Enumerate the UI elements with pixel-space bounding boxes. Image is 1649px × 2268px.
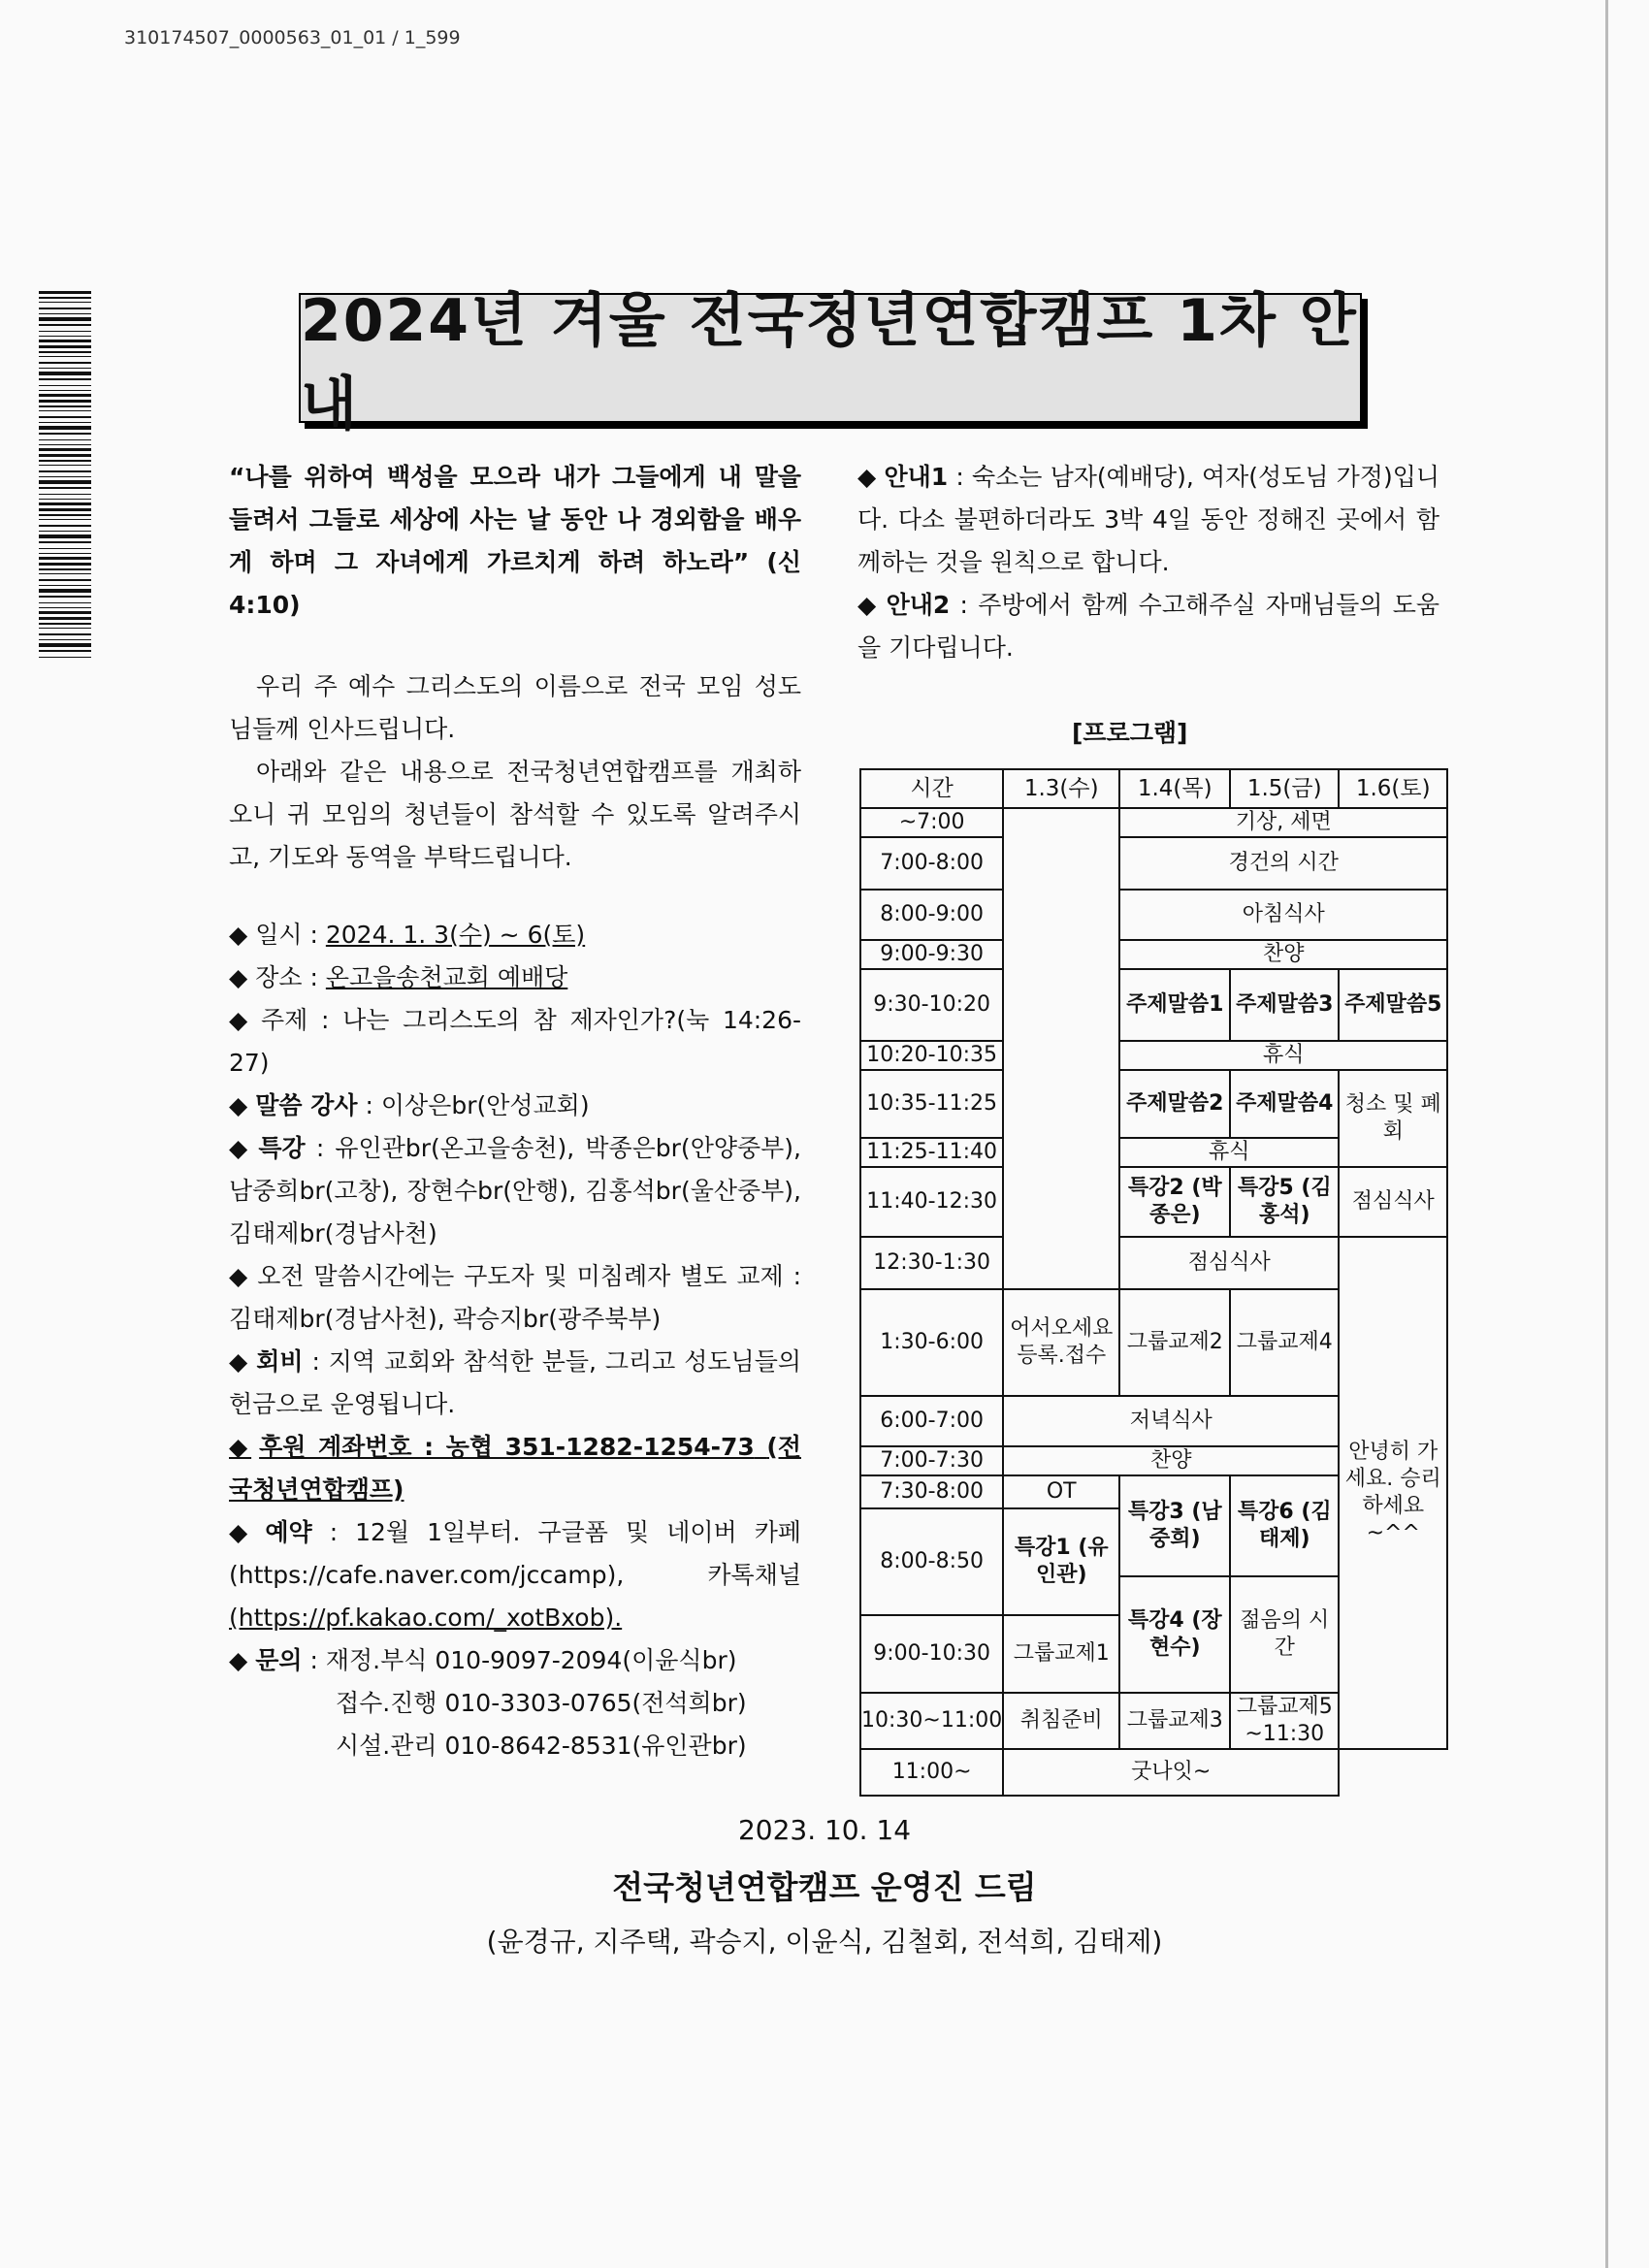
cell-welcome: 어서오세요 등록.접수 xyxy=(1003,1289,1119,1396)
info-date: ◆ 일시 : 2024. 1. 3(수) ~ 6(토) xyxy=(229,921,586,949)
cell-group5: 그룹교제5 ~11:30 xyxy=(1230,1693,1339,1749)
cell-lec5: 특강5 (김홍석) xyxy=(1230,1167,1339,1237)
kakao-link[interactable]: (https://pf.kakao.com/_xotBxob). xyxy=(229,1604,623,1632)
header-day-2: 1.4(목) xyxy=(1119,769,1230,808)
cell-msg3: 주제말씀3 xyxy=(1230,969,1339,1041)
diamond-bullet-icon: ◆ xyxy=(229,1347,249,1376)
table-row xyxy=(860,837,1447,890)
greeting-paragraph: 아래와 같은 내용으로 전국청년연합캠프를 개최하오니 귀 모임의 청년들이 참석할 수 있도록 알려주시고, 기도와 동역을 부탁드립니다. xyxy=(229,758,801,871)
greeting xyxy=(229,665,801,879)
program-schedule-table xyxy=(859,768,1448,1797)
time-cell: 10:35-11:25 xyxy=(860,1070,1003,1138)
page-title: 2024년 겨울 전국청년연합캠프 1차 안내 xyxy=(299,293,1362,423)
cell-prep: 취침준비 xyxy=(1003,1693,1119,1749)
cell-msg2: 주제말씀2 xyxy=(1119,1070,1230,1138)
cell-breakfast: 아침식사 xyxy=(1119,890,1447,940)
info-place: ◆ 장소 : 온고을송천교회 예배당 xyxy=(229,963,568,991)
diamond-bullet-icon: ◆ xyxy=(229,921,248,949)
table-row xyxy=(860,808,1447,837)
header-time: 시간 xyxy=(860,769,1003,808)
time-cell: ~7:00 xyxy=(860,808,1003,837)
footer-org: 전국청년연합캠프 운영진 드림 xyxy=(612,1868,1037,1906)
header-day-3: 1.5(금) xyxy=(1230,769,1339,808)
time-cell: 7:00-8:00 xyxy=(860,837,1003,890)
info-lectures: ◆ 특강 : 유인관br(온고을송천), 박종은br(안양중부), 남중희br(고창), 장현수br(안행), 김홍석br(울산중부), 김태제br(경남사천) xyxy=(229,1134,801,1247)
diamond-bullet-icon: ◆ xyxy=(229,1433,252,1461)
cell-dinner: 저녁식사 xyxy=(1003,1396,1339,1446)
table-row xyxy=(860,1070,1447,1138)
diamond-bullet-icon: ◆ xyxy=(229,1006,253,1034)
cell-break2: 휴식 xyxy=(1119,1138,1339,1167)
greeting-paragraph: 우리 주 예수 그리스도의 이름으로 전국 모임 성도님들께 인사드립니다. xyxy=(229,672,801,743)
time-cell: 7:30-8:00 xyxy=(860,1475,1003,1508)
cell-lunch-sat: 점심식사 xyxy=(1339,1167,1447,1237)
cell-lec4: 특강4 (장현수) xyxy=(1119,1576,1230,1693)
time-cell: 1:30-6:00 xyxy=(860,1289,1003,1396)
cell-praise-pm: 찬양 xyxy=(1003,1446,1339,1475)
left-column xyxy=(229,456,801,1767)
time-cell: 11:00~ xyxy=(860,1749,1003,1796)
cell-break1: 휴식 xyxy=(1119,1041,1447,1070)
info-account: ◆ 후원 계좌번호 : 농협 351-1282-1254-73 (전국청년연합캠프) xyxy=(229,1433,801,1504)
time-cell: 9:00-9:30 xyxy=(860,940,1003,969)
diamond-bullet-icon: ◆ xyxy=(229,1134,251,1162)
contact-line: 접수.진행 010-3303-0765(전석희br) xyxy=(336,1689,747,1717)
program-label: [프로그램] xyxy=(1072,719,1188,747)
time-cell: 7:00-7:30 xyxy=(860,1446,1003,1475)
info-contact: ◆ 문의 : 재정.부식 010-9097-2094(이윤식br) 접수.진행 010-3303-0765(전석희br) 시설.관리 010-8642-8531(유인관br) xyxy=(229,1639,801,1767)
cell-youth: 젊음의 시간 xyxy=(1230,1576,1339,1693)
cell-group1: 그룹교제1 xyxy=(1003,1615,1119,1693)
contact-line: 시설.관리 010-8642-8531(유인관br) xyxy=(336,1732,747,1760)
table-row xyxy=(860,1749,1447,1796)
file-id: 310174507_0000563_01_01 / 1_599 xyxy=(124,27,461,49)
cell-lec6: 특강6 (김태제) xyxy=(1230,1475,1339,1576)
time-cell: 11:40-12:30 xyxy=(860,1167,1003,1237)
time-cell: 11:25-11:40 xyxy=(860,1138,1003,1167)
cell-group3: 그룹교제3 xyxy=(1119,1693,1230,1749)
cell-ot: OT xyxy=(1003,1475,1119,1508)
time-cell: 12:30-1:30 xyxy=(860,1237,1003,1289)
footer-names: (윤경규, 지주택, 곽승지, 이윤식, 김철회, 전석희, 김태제) xyxy=(486,1926,1163,1958)
cell-praise-am: 찬양 xyxy=(1119,940,1447,969)
table-row xyxy=(860,1167,1447,1237)
time-cell: 9:30-10:20 xyxy=(860,969,1003,1041)
header-day-1: 1.3(수) xyxy=(1003,769,1119,808)
diamond-bullet-icon: ◆ xyxy=(857,463,877,491)
time-cell: 8:00-9:00 xyxy=(860,890,1003,940)
table-row xyxy=(860,1237,1447,1289)
table-row xyxy=(860,969,1447,1041)
table-header-row xyxy=(860,769,1447,808)
barcode xyxy=(39,291,91,660)
table-row xyxy=(860,940,1447,969)
cell-lec3: 특강3 (남중희) xyxy=(1119,1475,1230,1576)
cell-farewell: 안녕히 가세요. 승리하세요~^^ xyxy=(1339,1237,1447,1749)
notice-1: ◆ 안내1 : 숙소는 남자(예배당), 여자(성도님 가정)입니다. 다소 불편하더라도 3박 4일 동안 정해진 곳에서 함께하는 것을 원칙으로 합니다. xyxy=(857,463,1439,576)
time-cell: 8:00-8:50 xyxy=(860,1508,1003,1615)
cell-devotion: 경건의 시간 xyxy=(1119,837,1447,890)
time-cell: 6:00-7:00 xyxy=(860,1396,1003,1446)
cell-lunch: 점심식사 xyxy=(1119,1237,1339,1289)
info-morning: ◆ 오전 말씀시간에는 구도자 및 미침례자 별도 교제 : 김태제br(경남사천), 곽승지br(광주북부) xyxy=(229,1262,801,1333)
time-cell: 10:30~11:00 xyxy=(860,1693,1003,1749)
info-fee: ◆ 회비 : 지역 교회와 참석한 분들, 그리고 성도님들의 헌금으로 운영됩니다. xyxy=(229,1347,801,1418)
diamond-bullet-icon: ◆ xyxy=(229,1518,258,1546)
right-column xyxy=(857,456,1439,669)
info-theme: ◆ 주제 : 나는 그리스도의 참 제자인가?(눅 14:26-27) xyxy=(229,1006,802,1077)
info-speaker: ◆ 말씀 강사 : 이상은br(안성교회) xyxy=(229,1091,590,1119)
table-row xyxy=(860,890,1447,940)
header-day-4: 1.6(토) xyxy=(1339,769,1447,808)
cell-cleanup: 청소 및 폐회 xyxy=(1339,1070,1447,1167)
footer-date: 2023. 10. 14 xyxy=(737,1814,912,1846)
diamond-bullet-icon: ◆ xyxy=(229,963,248,991)
cell-group2: 그룹교제2 xyxy=(1119,1289,1230,1396)
time-cell: 9:00-10:30 xyxy=(860,1615,1003,1693)
diamond-bullet-icon: ◆ xyxy=(229,1091,248,1119)
info-reservation: ◆ 예약 : 12월 1일부터. 구글폼 및 네이버 카페 (https://cafe.naver.com/jccamp), 카톡채널 (https://pf.kakao.com/_xotBxob). xyxy=(229,1518,801,1632)
cell-msg1: 주제말씀1 xyxy=(1119,969,1230,1041)
day1-blank xyxy=(1003,808,1119,1289)
event-info xyxy=(229,914,801,1767)
cell-wash: 기상, 세면 xyxy=(1119,808,1447,837)
diamond-bullet-icon: ◆ xyxy=(229,1646,248,1674)
notice-2: ◆ 안내2 : 주방에서 함께 수고해주실 자매님들의 도움을 기다립니다. xyxy=(857,591,1440,662)
cell-group4: 그룹교제4 xyxy=(1230,1289,1339,1396)
cell-goodnight: 굿나잇~ xyxy=(1003,1749,1339,1796)
time-cell: 10:20-10:35 xyxy=(860,1041,1003,1070)
cell-lec2: 특강2 (박종은) xyxy=(1119,1167,1230,1237)
diamond-bullet-icon: ◆ xyxy=(229,1262,250,1290)
cell-msg4: 주제말씀4 xyxy=(1230,1070,1339,1138)
cell-msg5: 주제말씀5 xyxy=(1339,969,1447,1041)
bible-quote: “나를 위하여 백성을 모으라 내가 그들에게 내 말을 들려서 그들로 세상에 사는 날 동안 나 경외함을 배우게 하며 그 자녀에게 가르치게 하려 하노라” (신 4:10) xyxy=(229,463,801,619)
table-row xyxy=(860,1041,1447,1070)
diamond-bullet-icon: ◆ xyxy=(857,591,879,619)
cell-lec1: 특강1 (유인관) xyxy=(1003,1508,1119,1615)
